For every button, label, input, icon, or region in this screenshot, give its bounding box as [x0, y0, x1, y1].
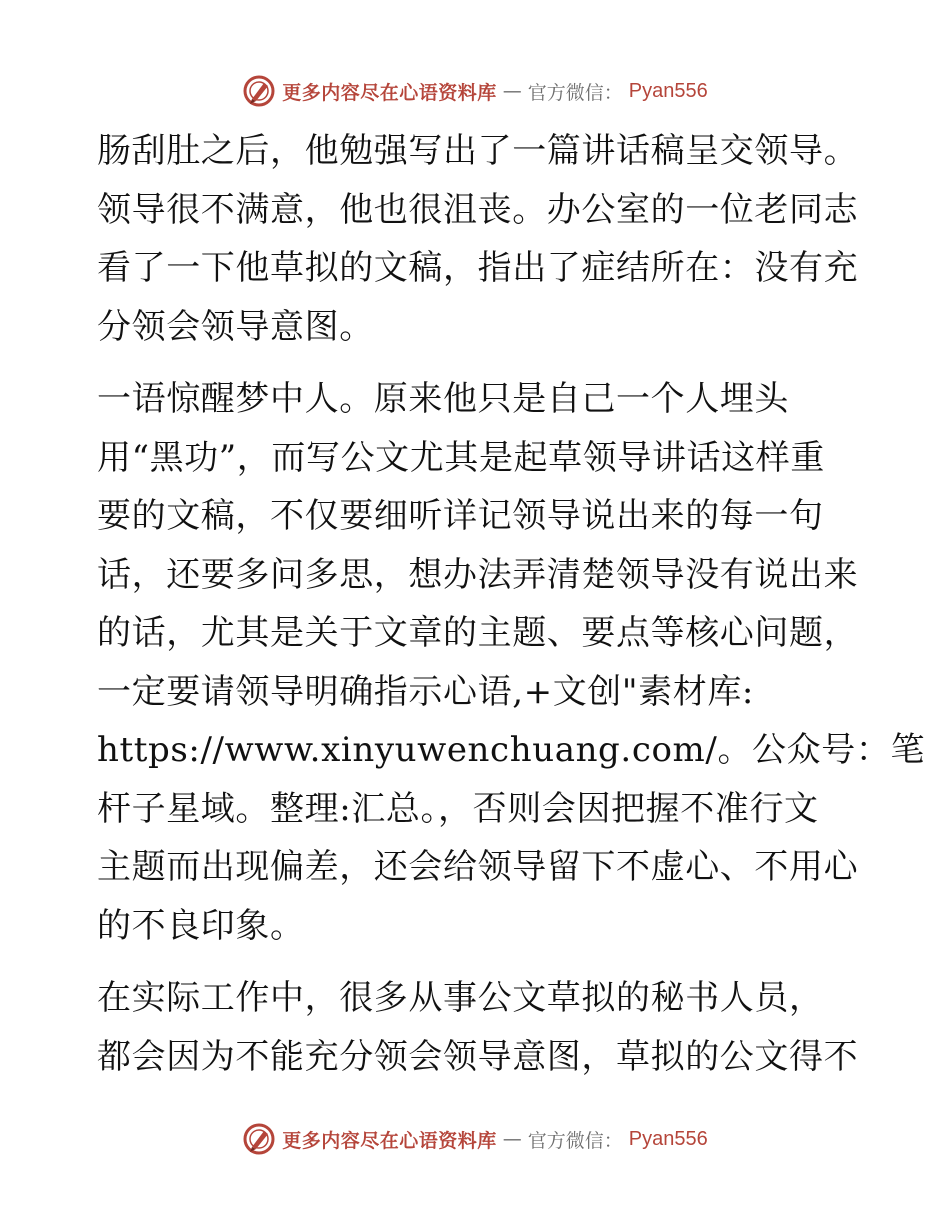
text-line-url: https://www.xinyuwenchuang.com/。公众号：笔 — [97, 730, 926, 770]
text-line: 的话，尤其是关于文章的主题、要点等核心问题， — [97, 613, 859, 653]
footer-banner — [0, 1117, 950, 1161]
text-line: 肠刮肚之后，他勉强写出了一篇讲话稿呈交领导。 — [97, 131, 859, 171]
paragraph-1 — [97, 122, 857, 356]
pen-nib-logo-icon — [242, 1122, 276, 1156]
text-line: 领导很不满意，他也很沮丧。办公室的一位老同志 — [97, 189, 859, 230]
text-line: 要的文稿，不仅要细听详记领导说出来的每一句 — [97, 496, 824, 536]
banner-brand-text: 更多内容尽在心语资料库 — [282, 1129, 497, 1152]
text-line: 都会因为不能充分领会领导意图，草拟的公文得不 — [97, 1036, 859, 1077]
banner-wechat-id: Pyan556 — [628, 1127, 708, 1150]
pen-nib-logo-icon — [242, 74, 276, 108]
banner-official-label: 官方微信： — [527, 1129, 623, 1152]
banner-dash: — — [502, 1128, 522, 1150]
document-body — [97, 122, 926, 1100]
text-line: 一定要请领导明确指示心语,+文创"素材库: — [97, 671, 754, 712]
banner-dash: — — [502, 80, 522, 102]
text-line: 用“黑功”，而写公文尤其是起草领导讲话这样重 — [97, 437, 825, 478]
header-banner — [0, 69, 950, 113]
text-line: 杆子星域。整理:汇总。，否则会因把握不准行文 — [97, 788, 819, 829]
paragraph-3 — [97, 969, 857, 1086]
paragraph-2 — [97, 370, 926, 955]
text-line: 一语惊醒梦中人。原来他只是自己一个人埋头 — [97, 379, 789, 419]
text-line: 在实际工作中，很多从事公文草拟的秘书人员， — [97, 978, 824, 1018]
banner-brand-text: 更多内容尽在心语资料库 — [282, 81, 497, 104]
banner-official-label: 官方微信： — [527, 81, 623, 104]
text-line: 的不良印象。 — [97, 905, 305, 946]
banner-wechat-id: Pyan556 — [628, 79, 708, 102]
text-line: 话，还要多问多思，想办法弄清楚领导没有说出来 — [97, 554, 859, 595]
text-line: 主题而出现偏差，还会给领导留下不虚心、不用心 — [97, 847, 859, 887]
text-line: 分领会领导意图。 — [97, 306, 374, 347]
text-line: 看了一下他草拟的文稿，指出了症结所在：没有充 — [97, 248, 859, 288]
